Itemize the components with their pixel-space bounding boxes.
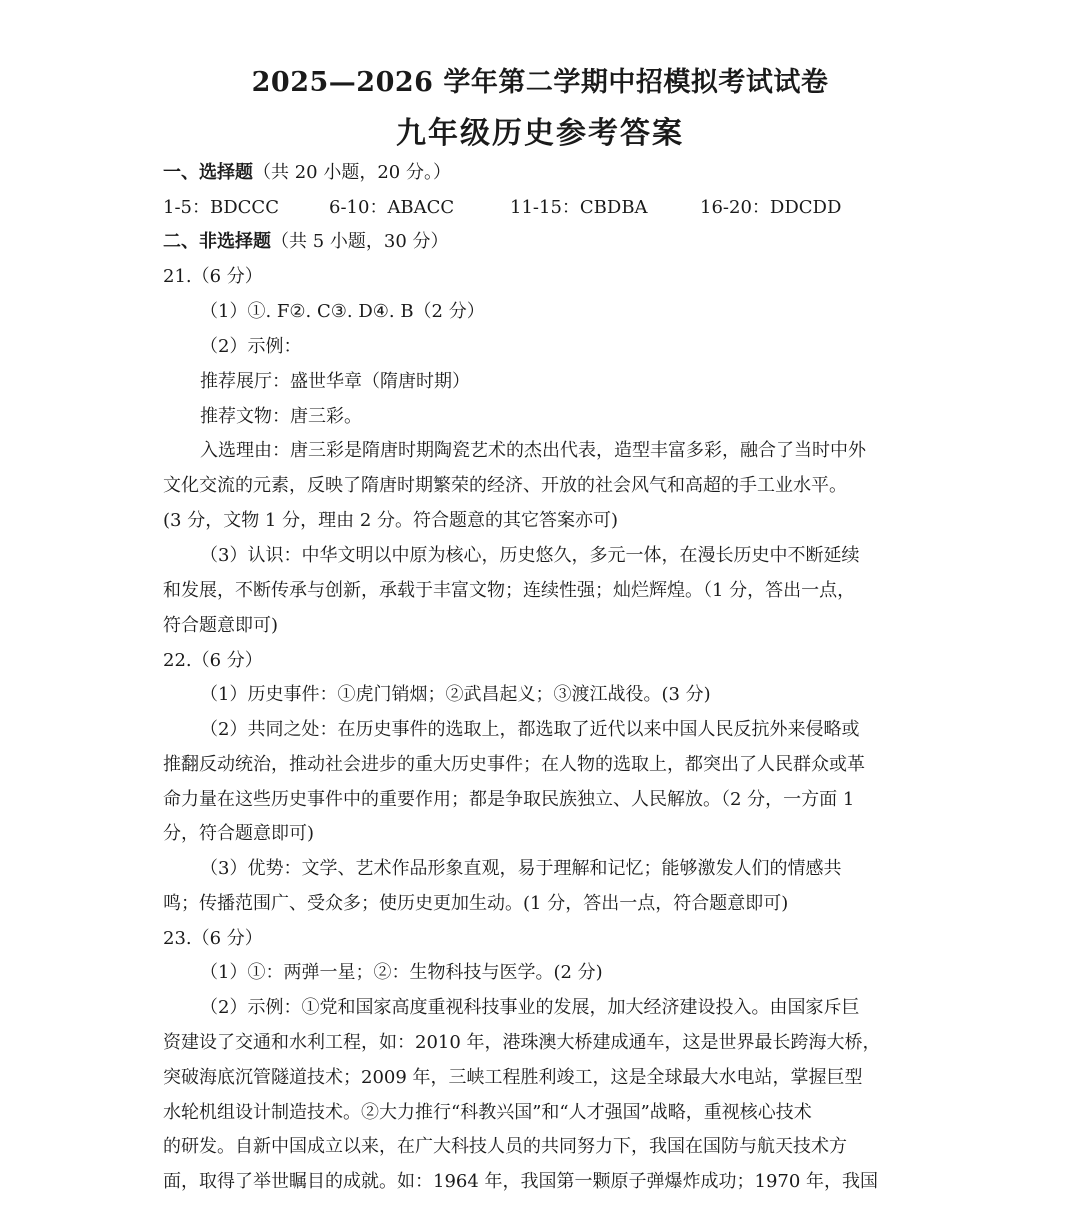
answer-line: 推荐文物：唐三彩。	[200, 406, 362, 427]
answer-line: （1）①：两弹一星；②：生物科技与医学。(2 分)	[200, 962, 603, 983]
answer-key-title: 九年级历史参考答案	[396, 116, 684, 151]
answer-line: 面，取得了举世瞩目的成就。如：1964 年，我国第一颗原子弹爆炸成功；1970 年，我国	[163, 1171, 879, 1192]
answer-line: （1）历史事件：①虎门销烟；②武昌起义；③渡江战役。(3 分)	[200, 684, 711, 705]
choice-answers-6-10: 6-10：ABACC	[329, 197, 455, 218]
answer-line: 鸣；传播范围广、受众多；使历史更加生动。(1 分，答出一点，符合题意即可)	[163, 893, 789, 914]
answer-line: 分，符合题意即可)	[163, 823, 315, 844]
answer-line: 推翻反动统治，推动社会进步的重大历史事件；在人物的选取上，都突出了人民群众或革	[163, 754, 865, 775]
exam-title: 2025—2026 学年第二学期中招模拟考试试卷	[251, 67, 829, 98]
answer-line: (3 分，文物 1 分，理由 2 分。符合题意的其它答案亦可)	[163, 510, 619, 531]
answer-line: 资建设了交通和水利工程，如：2010 年，港珠澳大桥建成通车，这是世界最长跨海大桥，	[163, 1032, 881, 1053]
answer-line: 符合题意即可)	[163, 615, 279, 636]
section-heading-label: 一、选择题	[163, 162, 253, 183]
section-heading-nonchoice	[163, 231, 923, 253]
question-22-heading: 22.（6 分）	[163, 650, 263, 671]
answer-line: （2）示例：①党和国家高度重视科技事业的发展，加大经济建设投入。由国家斥巨	[200, 997, 860, 1018]
answer-line: 和发展，不断传承与创新，承载于丰富文物；连续性强；灿烂辉煌。（1 分，答出一点，	[163, 580, 856, 601]
answer-line: （3）优势：文学、艺术作品形象直观，易于理解和记忆；能够激发人们的情感共	[200, 858, 842, 879]
answer-line: 命力量在这些历史事件中的重要作用；都是争取民族独立、人民解放。（2 分，一方面 1	[163, 789, 855, 810]
answer-line: （2）共同之处：在历史事件的选取上，都选取了近代以来中国人民反抗外来侵略或	[200, 719, 860, 740]
section-heading-choice	[163, 162, 923, 184]
answer-line: （2）示例：	[200, 336, 302, 357]
answer-line: 入选理由：唐三彩是隋唐时期陶瓷艺术的杰出代表，造型丰富多彩，融合了当时中外	[200, 440, 866, 461]
section-heading-label: 二、非选择题	[163, 231, 271, 252]
answer-line: （3）认识：中华文明以中原为核心，历史悠久，多元一体，在漫长历史中不断延续	[200, 545, 860, 566]
choice-answers-11-15: 11-15：CBDBA	[510, 197, 648, 218]
question-21-heading: 21.（6 分）	[163, 266, 263, 287]
section-note: （共 5 小题，30 分）	[271, 231, 449, 252]
choice-answers-1-5: 1-5：BDCCC	[163, 197, 279, 218]
answer-line: 水轮机组设计制造技术。②大力推行“科教兴国”和“人才强国”战略，重视核心技术	[163, 1102, 812, 1123]
answer-line: 文化交流的元素，反映了隋唐时期繁荣的经济、开放的社会风气和高超的手工业水平。	[163, 475, 847, 496]
choice-answers-row	[163, 197, 923, 219]
answer-line: 推荐展厅：盛世华章（隋唐时期）	[200, 371, 470, 392]
section-note: （共 20 小题，20 分。）	[253, 162, 451, 183]
question-23-heading: 23.（6 分）	[163, 928, 263, 949]
answer-line: 的研发。自新中国成立以来，在广大科技人员的共同努力下，我国在国防与航天技术方	[163, 1136, 847, 1157]
answer-line: 突破海底沉管隧道技术；2009 年，三峡工程胜利竣工，这是全球最大水电站，掌握巨型	[163, 1067, 863, 1088]
answer-line: （1）①. F②. C③. D④. B（2 分）	[200, 301, 485, 322]
choice-answers-16-20: 16-20：DDCDD	[700, 197, 842, 218]
